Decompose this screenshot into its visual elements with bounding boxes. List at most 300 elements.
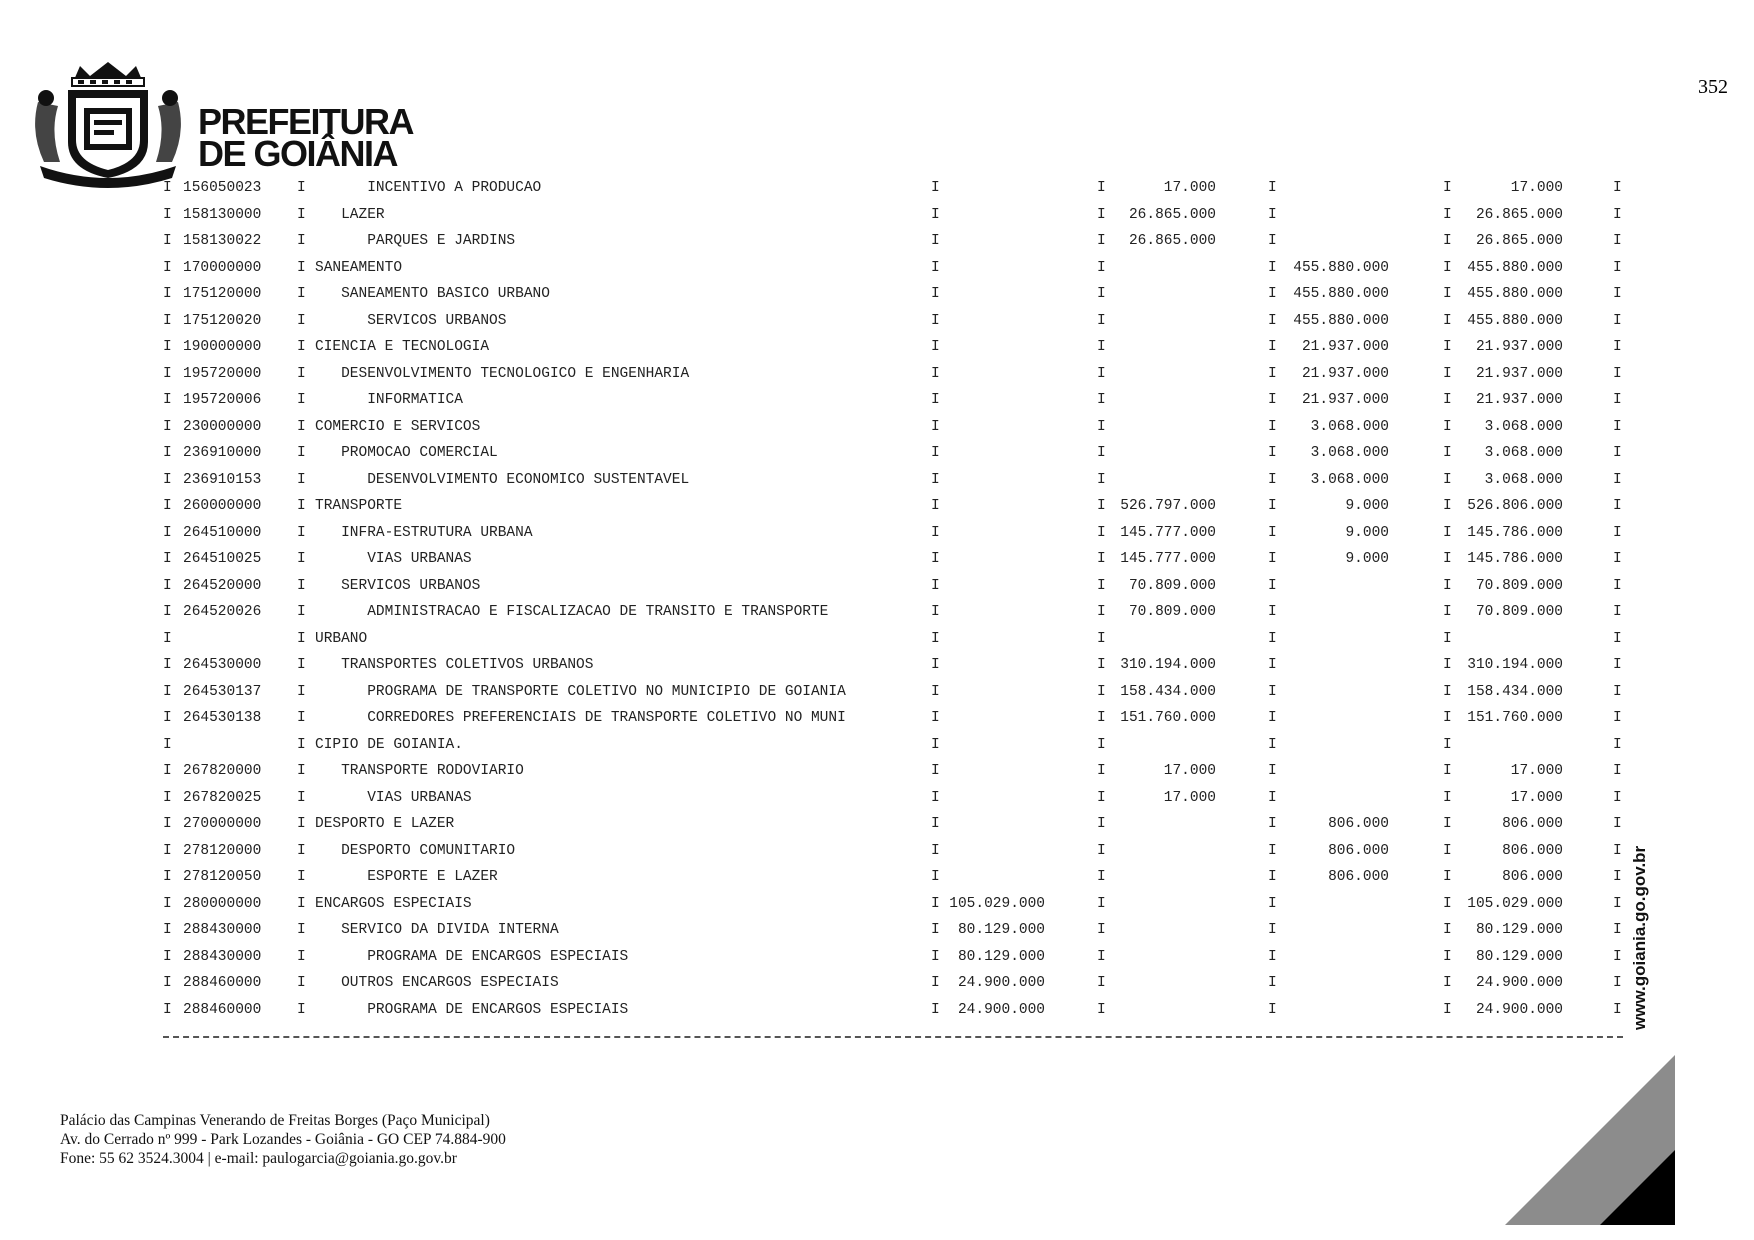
col-separator: I	[1097, 683, 1106, 700]
col-separator: I	[163, 286, 172, 302]
col-separator: I	[931, 657, 940, 673]
col-separator: I	[163, 630, 172, 647]
col-separator: I	[1443, 683, 1452, 700]
col-separator: I	[1268, 842, 1277, 859]
budget-report-table	[163, 175, 1623, 1023]
col-separator: I	[931, 259, 940, 276]
row-description: PROMOCAO COMERCIAL	[315, 445, 498, 461]
row-value-3: 3.068.000	[1310, 471, 1389, 488]
row-value-3: 9.000	[1345, 498, 1389, 514]
col-separator: I	[1268, 869, 1277, 885]
row-description: CIENCIA E TECNOLOGIA	[315, 339, 490, 355]
col-separator: I	[1443, 471, 1452, 488]
row-code: 175120020	[183, 312, 262, 329]
row-code: 195720000	[183, 365, 262, 382]
col-separator: I	[1097, 392, 1106, 408]
col-separator: I	[1613, 312, 1622, 329]
col-separator: I	[163, 365, 172, 382]
col-separator: I	[1097, 922, 1106, 938]
col-separator: I	[931, 286, 940, 302]
col-separator: I	[1097, 604, 1106, 620]
col-separator: I	[297, 233, 306, 249]
col-separator: I	[1443, 842, 1452, 859]
row-value-3: 806.000	[1328, 816, 1389, 832]
row-value-3: 806.000	[1328, 842, 1389, 859]
col-separator: I	[163, 312, 172, 329]
row-total: 455.880.000	[1467, 286, 1563, 302]
row-value-3: 9.000	[1345, 551, 1389, 567]
col-separator: I	[163, 577, 172, 594]
col-separator: I	[1443, 948, 1452, 965]
table-row	[163, 281, 1623, 308]
col-separator: I	[1613, 895, 1622, 912]
col-separator: I	[1097, 498, 1106, 514]
col-separator: I	[931, 948, 940, 965]
table-row	[163, 440, 1623, 467]
row-value-1: 24.900.000	[957, 975, 1045, 991]
col-separator: I	[1268, 657, 1277, 673]
col-separator: I	[931, 975, 940, 991]
col-separator: I	[1097, 736, 1106, 753]
row-value-2: 70.809.000	[1128, 577, 1216, 594]
prefeitura-logo	[28, 62, 414, 192]
table-row	[163, 334, 1623, 361]
col-separator: I	[1097, 471, 1106, 488]
col-separator: I	[297, 577, 306, 594]
col-separator: I	[1268, 763, 1277, 779]
row-value-3: 3.068.000	[1310, 445, 1389, 461]
col-separator: I	[1268, 577, 1277, 594]
col-separator: I	[297, 365, 306, 382]
col-separator: I	[1613, 630, 1622, 647]
row-value-1: 105.029.000	[949, 895, 1045, 912]
col-separator: I	[1268, 895, 1277, 912]
row-code: 264530137	[183, 683, 262, 700]
row-value-3: 455.880.000	[1293, 259, 1389, 276]
row-value-2: 526.797.000	[1120, 498, 1216, 514]
col-separator: I	[1097, 657, 1106, 673]
row-code: 288430000	[183, 948, 262, 965]
col-separator: I	[1268, 206, 1277, 223]
col-separator: I	[1268, 365, 1277, 382]
table-bottom-rule	[163, 1036, 1623, 1038]
table-row	[163, 308, 1623, 335]
col-separator: I	[1268, 524, 1277, 541]
col-separator: I	[163, 1001, 172, 1018]
row-value-1: 80.129.000	[957, 922, 1045, 938]
row-code: 264510000	[183, 524, 262, 541]
row-total: 806.000	[1502, 842, 1563, 859]
col-separator: I	[1268, 286, 1277, 302]
col-separator: I	[163, 604, 172, 620]
row-code: 288460000	[183, 975, 262, 991]
row-description: DESPORTO E LAZER	[315, 816, 455, 832]
col-separator: I	[1268, 233, 1277, 249]
row-total: 526.806.000	[1467, 498, 1563, 514]
row-code: 158130022	[183, 233, 262, 249]
col-separator: I	[1268, 683, 1277, 700]
row-total: 310.194.000	[1467, 657, 1563, 673]
col-separator: I	[931, 233, 940, 249]
row-value-2: 17.000	[1163, 763, 1216, 779]
row-value-3: 9.000	[1345, 524, 1389, 541]
col-separator: I	[1268, 445, 1277, 461]
col-separator: I	[931, 577, 940, 594]
row-description: INCENTIVO A PRODUCAO	[315, 180, 542, 196]
col-separator: I	[1268, 259, 1277, 276]
col-separator: I	[931, 736, 940, 753]
row-total: 105.029.000	[1467, 895, 1563, 912]
col-separator: I	[931, 683, 940, 700]
corner-triangle-decoration	[1505, 1055, 1675, 1225]
row-total: 3.068.000	[1484, 445, 1563, 461]
col-separator: I	[931, 710, 940, 726]
col-separator: I	[1443, 1001, 1452, 1018]
col-separator: I	[1268, 418, 1277, 435]
col-separator: I	[163, 233, 172, 249]
col-separator: I	[297, 869, 306, 885]
row-total: 455.880.000	[1467, 312, 1563, 329]
col-separator: I	[1613, 869, 1622, 885]
table-row	[163, 573, 1623, 600]
col-separator: I	[931, 763, 940, 779]
row-value-3: 21.937.000	[1301, 339, 1389, 355]
col-separator: I	[297, 657, 306, 673]
col-separator: I	[931, 842, 940, 859]
row-value-3: 455.880.000	[1293, 286, 1389, 302]
col-separator: I	[1613, 551, 1622, 567]
row-total: 26.865.000	[1475, 206, 1563, 223]
row-value-1: 80.129.000	[957, 948, 1045, 965]
col-separator: I	[1097, 180, 1106, 196]
row-code: 270000000	[183, 816, 262, 832]
row-description: DESENVOLVIMENTO TECNOLOGICO E ENGENHARIA	[315, 365, 690, 382]
table-row	[163, 467, 1623, 494]
col-separator: I	[1268, 710, 1277, 726]
col-separator: I	[163, 418, 172, 435]
row-description: ESPORTE E LAZER	[315, 869, 498, 885]
row-description: ENCARGOS ESPECIAIS	[315, 895, 472, 912]
col-separator: I	[931, 206, 940, 223]
col-separator: I	[163, 551, 172, 567]
table-row	[163, 944, 1623, 971]
table-row	[163, 732, 1623, 759]
row-code: 278120000	[183, 842, 262, 859]
col-separator: I	[1443, 710, 1452, 726]
col-separator: I	[1613, 975, 1622, 991]
row-description: CORREDORES PREFERENCIAIS DE TRANSPORTE COLETIVO NO MUNI	[315, 710, 846, 726]
col-separator: I	[1268, 1001, 1277, 1018]
col-separator: I	[1097, 312, 1106, 329]
col-separator: I	[1268, 471, 1277, 488]
col-separator: I	[297, 1001, 306, 1018]
col-separator: I	[1443, 763, 1452, 779]
footer-line-2: Av. do Cerrado nº 999 - Park Lozandes - Goiânia - GO CEP 74.884-900	[60, 1131, 506, 1148]
col-separator: I	[1097, 524, 1106, 541]
col-separator: I	[1613, 524, 1622, 541]
row-value-3: 806.000	[1328, 869, 1389, 885]
row-code: 190000000	[183, 339, 262, 355]
col-separator: I	[1443, 630, 1452, 647]
row-value-2: 17.000	[1163, 180, 1216, 196]
col-separator: I	[163, 259, 172, 276]
col-separator: I	[931, 604, 940, 620]
row-description: PROGRAMA DE ENCARGOS ESPECIAIS	[315, 948, 629, 965]
col-separator: I	[1613, 842, 1622, 859]
city-coat-of-arms	[28, 62, 188, 192]
table-row	[163, 785, 1623, 812]
table-row	[163, 361, 1623, 388]
col-separator: I	[297, 842, 306, 859]
col-separator: I	[1097, 975, 1106, 991]
row-total: 80.129.000	[1475, 948, 1563, 965]
row-total: 806.000	[1502, 816, 1563, 832]
table-row	[163, 652, 1623, 679]
col-separator: I	[1443, 498, 1452, 514]
col-separator: I	[931, 922, 940, 938]
col-separator: I	[163, 683, 172, 700]
col-separator: I	[297, 206, 306, 223]
col-separator: I	[1613, 259, 1622, 276]
col-separator: I	[931, 445, 940, 461]
table-row	[163, 599, 1623, 626]
col-separator: I	[1613, 471, 1622, 488]
row-code: 267820025	[183, 789, 262, 806]
col-separator: I	[1443, 604, 1452, 620]
col-separator: I	[1268, 789, 1277, 806]
col-separator: I	[1613, 922, 1622, 938]
col-separator: I	[297, 975, 306, 991]
row-description: TRANSPORTES COLETIVOS URBANOS	[315, 657, 594, 673]
col-separator: I	[297, 763, 306, 779]
row-total: 70.809.000	[1475, 604, 1563, 620]
row-code: 288460000	[183, 1001, 262, 1018]
col-separator: I	[1268, 604, 1277, 620]
col-separator: I	[1268, 180, 1277, 196]
col-separator: I	[1268, 816, 1277, 832]
col-separator: I	[1613, 710, 1622, 726]
col-separator: I	[297, 259, 306, 276]
col-separator: I	[1097, 763, 1106, 779]
col-separator: I	[297, 339, 306, 355]
row-value-2: 26.865.000	[1128, 206, 1216, 223]
row-description: ADMINISTRACAO E FISCALIZACAO DE TRANSITO E TRANSPORTE	[315, 604, 829, 620]
row-code: 267820000	[183, 763, 262, 779]
row-code: 236910153	[183, 471, 262, 488]
row-total: 806.000	[1502, 869, 1563, 885]
row-total: 3.068.000	[1484, 471, 1563, 488]
row-description: SANEAMENTO	[315, 259, 403, 276]
row-description: OUTROS ENCARGOS ESPECIAIS	[315, 975, 559, 991]
col-separator: I	[1097, 869, 1106, 885]
col-separator: I	[297, 604, 306, 620]
col-separator: I	[1097, 816, 1106, 832]
col-separator: I	[163, 471, 172, 488]
col-separator: I	[1443, 657, 1452, 673]
col-separator: I	[931, 498, 940, 514]
col-separator: I	[1613, 233, 1622, 249]
col-separator: I	[297, 683, 306, 700]
table-row	[163, 387, 1623, 414]
col-separator: I	[1443, 233, 1452, 249]
row-description: DESPORTO COMUNITARIO	[315, 842, 516, 859]
table-row	[163, 705, 1623, 732]
table-row	[163, 811, 1623, 838]
side-website-url[interactable]: www.goiania.go.gov.br	[1630, 845, 1649, 1030]
col-separator: I	[163, 736, 172, 753]
row-total: 21.937.000	[1475, 365, 1563, 382]
row-total: 70.809.000	[1475, 577, 1563, 594]
col-separator: I	[297, 392, 306, 408]
col-separator: I	[1613, 418, 1622, 435]
col-separator: I	[297, 445, 306, 461]
table-row	[163, 228, 1623, 255]
col-separator: I	[1443, 180, 1452, 196]
col-separator: I	[1097, 710, 1106, 726]
row-description: SERVICOS URBANOS	[315, 312, 507, 329]
col-separator: I	[1097, 339, 1106, 355]
col-separator: I	[931, 471, 940, 488]
row-code: 156050023	[183, 180, 262, 196]
col-separator: I	[931, 524, 940, 541]
table-row	[163, 891, 1623, 918]
row-code: 280000000	[183, 895, 262, 912]
row-total: 17.000	[1510, 789, 1563, 806]
col-separator: I	[1097, 789, 1106, 806]
col-separator: I	[1613, 339, 1622, 355]
table-row	[163, 838, 1623, 865]
table-row	[163, 175, 1623, 202]
col-separator: I	[931, 1001, 940, 1018]
footer-line-1: Palácio das Campinas Venerando de Freitas Borges (Paço Municipal)	[60, 1112, 490, 1129]
col-separator: I	[1443, 789, 1452, 806]
table-row	[163, 255, 1623, 282]
col-separator: I	[297, 180, 306, 196]
col-separator: I	[1443, 577, 1452, 594]
row-total: 151.760.000	[1467, 710, 1563, 726]
table-row	[163, 758, 1623, 785]
col-separator: I	[1613, 683, 1622, 700]
row-description: VIAS URBANAS	[315, 551, 472, 567]
col-separator: I	[1268, 312, 1277, 329]
col-separator: I	[163, 710, 172, 726]
row-code: 175120000	[183, 286, 262, 302]
col-separator: I	[1268, 736, 1277, 753]
col-separator: I	[297, 551, 306, 567]
col-separator: I	[1268, 630, 1277, 647]
col-separator: I	[1097, 418, 1106, 435]
table-row	[163, 493, 1623, 520]
table-row	[163, 546, 1623, 573]
row-code: 278120050	[183, 869, 262, 885]
col-separator: I	[1443, 259, 1452, 276]
col-separator: I	[1613, 1001, 1622, 1018]
col-separator: I	[1443, 816, 1452, 832]
col-separator: I	[1268, 392, 1277, 408]
col-separator: I	[1268, 922, 1277, 938]
row-value-3: 21.937.000	[1301, 365, 1389, 382]
col-separator: I	[297, 471, 306, 488]
row-code: 264510025	[183, 551, 262, 567]
col-separator: I	[1443, 524, 1452, 541]
col-separator: I	[931, 630, 940, 647]
row-code: 264520000	[183, 577, 262, 594]
col-separator: I	[1097, 259, 1106, 276]
row-code: 195720006	[183, 392, 262, 408]
row-code: 230000000	[183, 418, 262, 435]
row-code: 170000000	[183, 259, 262, 276]
col-separator: I	[1613, 498, 1622, 514]
row-code: 264530138	[183, 710, 262, 726]
row-code: 264520026	[183, 604, 262, 620]
col-separator: I	[1097, 286, 1106, 302]
col-separator: I	[163, 842, 172, 859]
logo-line-2: DE GOIÂNIA	[198, 133, 398, 174]
col-separator: I	[931, 551, 940, 567]
table-row	[163, 520, 1623, 547]
col-separator: I	[1268, 339, 1277, 355]
row-description: CIPIO DE GOIANIA.	[315, 736, 463, 753]
row-description: INFORMATICA	[315, 392, 463, 408]
col-separator: I	[931, 339, 940, 355]
table-row	[163, 626, 1623, 653]
table-row	[163, 414, 1623, 441]
col-separator: I	[1097, 445, 1106, 461]
row-value-2: 26.865.000	[1128, 233, 1216, 249]
col-separator: I	[297, 948, 306, 965]
row-code: 260000000	[183, 498, 262, 514]
row-total: 26.865.000	[1475, 233, 1563, 249]
col-separator: I	[297, 498, 306, 514]
row-description: SERVICOS URBANOS	[315, 577, 481, 594]
col-separator: I	[297, 895, 306, 912]
col-separator: I	[163, 922, 172, 938]
col-separator: I	[297, 736, 306, 753]
col-separator: I	[163, 339, 172, 355]
col-separator: I	[1097, 895, 1106, 912]
row-description: TRANSPORTE	[315, 498, 403, 514]
col-separator: I	[1443, 418, 1452, 435]
row-description: VIAS URBANAS	[315, 789, 472, 806]
table-row	[163, 970, 1623, 997]
row-value-2: 145.777.000	[1120, 551, 1216, 567]
row-total: 24.900.000	[1475, 975, 1563, 991]
col-separator: I	[931, 312, 940, 329]
col-separator: I	[1613, 736, 1622, 753]
row-total: 145.786.000	[1467, 524, 1563, 541]
col-separator: I	[1613, 206, 1622, 223]
row-value-2: 17.000	[1163, 789, 1216, 806]
col-separator: I	[1097, 630, 1106, 647]
col-separator: I	[1443, 339, 1452, 355]
col-separator: I	[1613, 445, 1622, 461]
col-separator: I	[163, 180, 172, 196]
row-value-3: 21.937.000	[1301, 392, 1389, 408]
col-separator: I	[931, 895, 940, 912]
col-separator: I	[1613, 789, 1622, 806]
row-value-3: 3.068.000	[1310, 418, 1389, 435]
col-separator: I	[1443, 445, 1452, 461]
col-separator: I	[1443, 551, 1452, 567]
row-total: 455.880.000	[1467, 259, 1563, 276]
col-separator: I	[297, 630, 306, 647]
row-code: 288430000	[183, 922, 262, 938]
table-row	[163, 202, 1623, 229]
col-separator: I	[163, 657, 172, 673]
col-separator: I	[297, 418, 306, 435]
row-description: COMERCIO E SERVICOS	[315, 418, 481, 435]
col-separator: I	[1443, 365, 1452, 382]
